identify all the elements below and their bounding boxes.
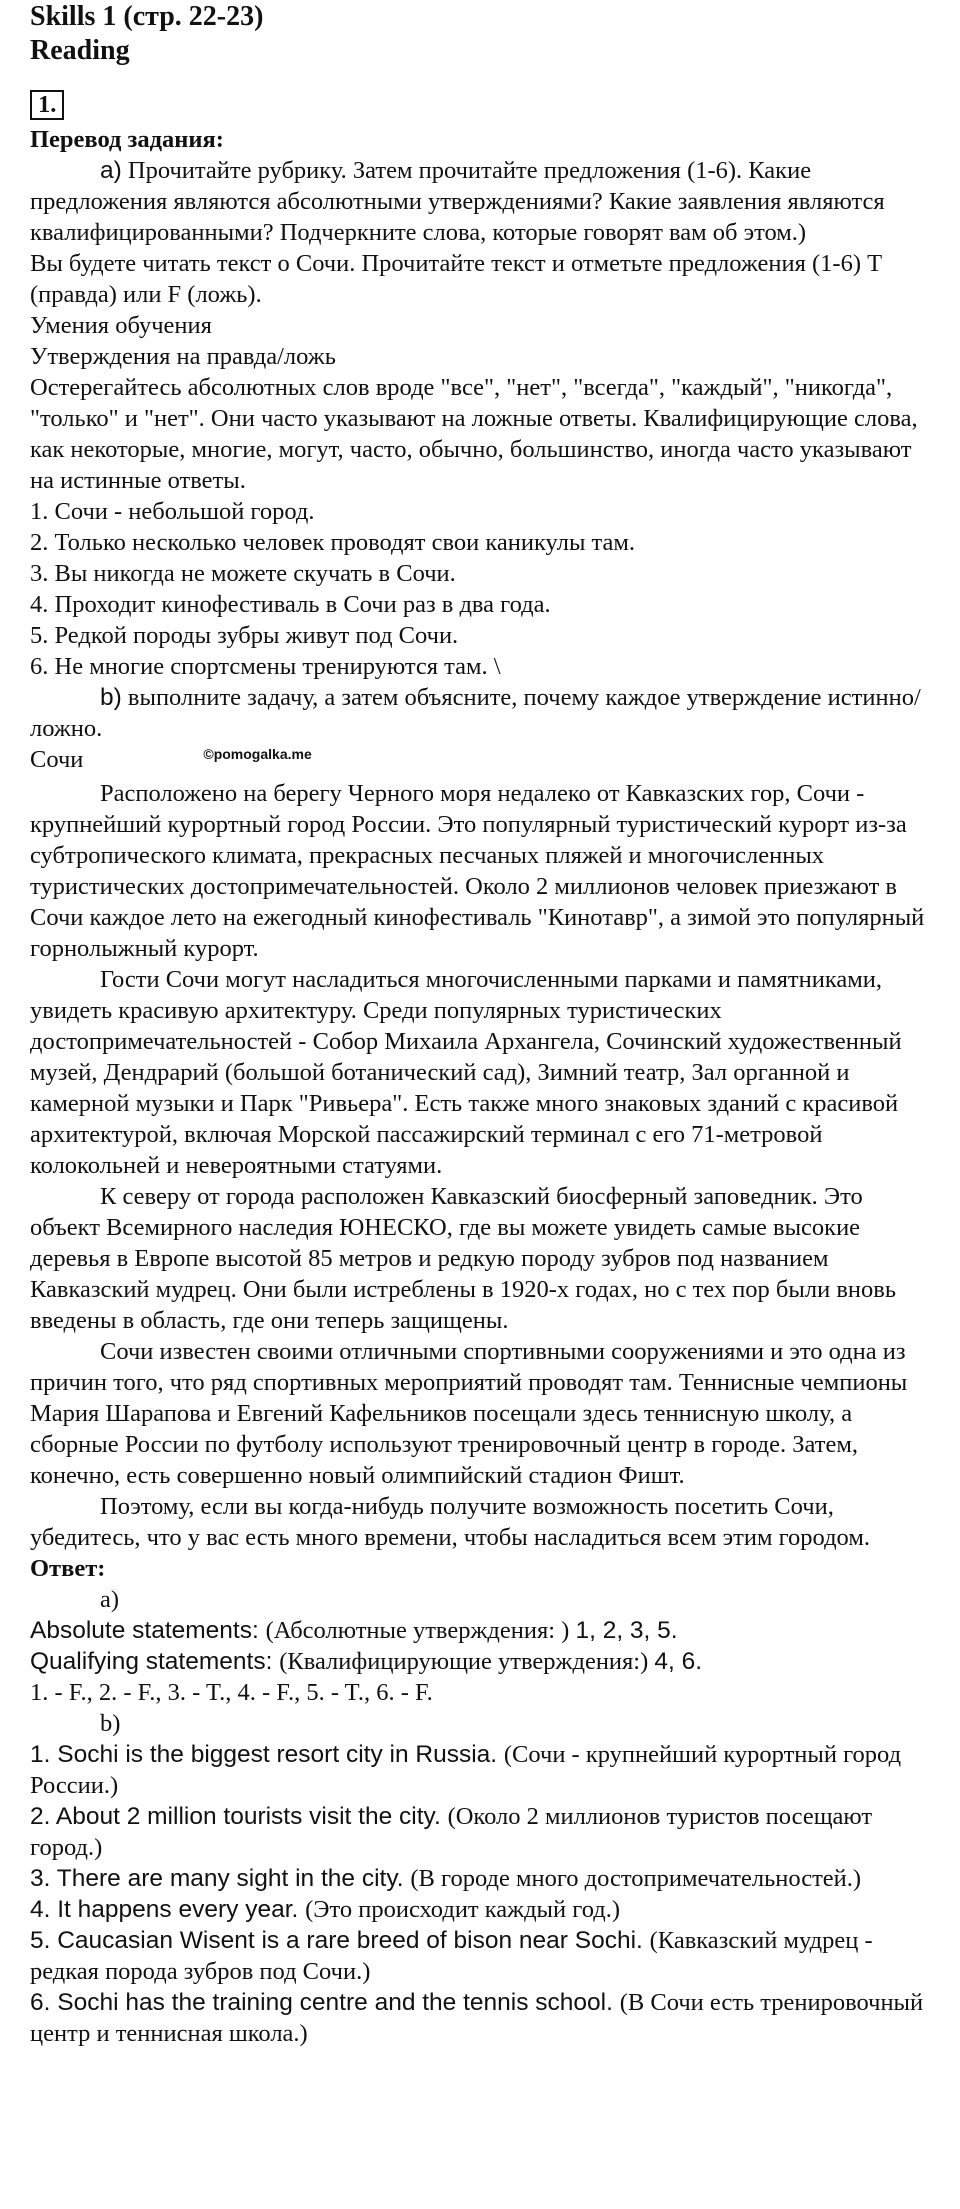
task-b-body: выполните задачу, а затем объясните, почему каждое утверждение истинно/ложно. (30, 684, 921, 742)
explanation-ru: (В Сочи есть тренировочный центр и теннисная школа.) (30, 1989, 924, 2047)
explanation-item (30, 1894, 930, 1925)
explanation-en: 5. Caucasian Wisent is a rare breed of bison near Sochi. (30, 1927, 650, 1954)
page-title: Skills 1 (стр. 22-23) (30, 1, 264, 32)
article-body (30, 778, 930, 1553)
task-intro: Вы будете читать текст о Сочи. Прочитайте текст и отметьте предложения (1-6) T (правда) или F (ложь). (30, 250, 882, 308)
section-title: Reading (30, 35, 130, 66)
answer-b-label: b) (100, 1710, 121, 1737)
explanation-en: 3. There are many sight in the city. (30, 1865, 411, 1892)
absolute-ru: (Абсолютные утверждения: ) (265, 1617, 576, 1644)
qualifying-en: Qualifying statements: (30, 1648, 280, 1675)
explanation-en: 2. About 2 million tourists visit the city. (30, 1803, 448, 1830)
task-b-prefix: b) (100, 684, 122, 711)
explanation-ru: (Около 2 миллионов туристов посещают город.) (30, 1803, 873, 1861)
explanation-en: 1. Sochi is the biggest resort city in Russia. (30, 1741, 504, 1768)
translation-label: Перевод задания: (30, 126, 224, 153)
qualifying-ru: (Квалифицирующие утверждения:) (279, 1648, 655, 1675)
qualifying-nums: 4, 6. (654, 1648, 703, 1675)
explanation-ru: (В городе много достопримечательностей.) (410, 1865, 862, 1892)
task-b-text (30, 682, 930, 744)
statement-item: 3. Вы никогда не можете скучать в Сочи. (30, 560, 456, 587)
task-a-body: Прочитайте рубрику. Затем прочитайте предложения (1-6). Какие предложения являются абсолютными утверждениями? Какие заявления являются квалифицированными? Подчеркните слова, которые говорят вам об этом.) (30, 157, 885, 246)
answer-a-label: а) (100, 1586, 120, 1613)
tf-answers: 1. - F., 2. - F., 3. - T., 4. - F., 5. - T., 6. - F. (30, 1679, 433, 1706)
statement-item: 6. Не многие спортсмены тренируются там. \ (30, 653, 501, 680)
tf-title: Утверждения на правда/ложь (30, 343, 336, 370)
answer-label: Ответ: (30, 1555, 106, 1582)
explanation-item (30, 1739, 930, 1801)
explanation-item (30, 1925, 930, 1987)
explanation-ru: (Кавказский мудрец - редкая порода зубров под Сочи.) (30, 1927, 873, 1985)
explanation-item (30, 1801, 930, 1863)
explanation-list (30, 1739, 930, 2049)
explanation-en: 6. Sochi has the training centre and the tennis school. (30, 1989, 620, 2016)
article-paragraph: Сочи известен своими отличными спортивными сооружениями и это одна из причин того, что ряд спортивных мероприятий проводят там. Теннисные чемпионы Мария Шарапова и Евгений Кафельников посещали здесь теннисную школу, а сборные России по футболу используют тренировочный центр в городе. Затем, конечно, есть совершенно новый олимпийский стадион Фишт. (30, 1338, 908, 1489)
watermark: ©pomogalka.me (203, 746, 312, 762)
article-paragraph: Поэтому, если вы когда-нибудь получите возможность посетить Сочи, убедитесь, что у вас есть много времени, чтобы насладиться всем этим городом. (30, 1493, 870, 1551)
explanation-item (30, 1863, 930, 1894)
qualifying-statements-line (30, 1646, 930, 1677)
article-paragraph: К северу от города расположен Кавказский биосферный заповедник. Это объект Всемирного наследия ЮНЕСКО, где вы можете увидеть самые высокие деревья в Европе высотой 85 метров и редкую породу зубров под названием Кавказский мудрец. Они были истреблены в 1920-х годах, но с тех пор были вновь введены в область, где они теперь защищены. (30, 1183, 896, 1334)
task-a-text (30, 155, 930, 248)
statement-item: 1. Сочи - небольшой город. (30, 498, 315, 525)
statement-item: 4. Проходит кинофестиваль в Сочи раз в два года. (30, 591, 551, 618)
task-a-prefix: а) (100, 157, 122, 184)
statement-item: 5. Редкой породы зубры живут под Сочи. (30, 622, 459, 649)
statement-list (30, 496, 930, 682)
absolute-nums: 1, 2, 3, 5. (575, 1617, 678, 1644)
explanation-ru: (Сочи - крупнейший курортный город России.) (30, 1741, 902, 1799)
tf-instructions: Остерегайтесь абсолютных слов вроде "все", "нет", "всегда", "каждый", "никогда", "только" и "нет". Они часто указывают на ложные ответы. Квалифицирующие слова, как некоторые, многие, могут, часто, обычно, большинство, иногда часто указывают на истинные ответы. (30, 374, 918, 494)
statement-item: 2. Только несколько человек проводят свои каникулы там. (30, 529, 636, 556)
explanation-item (30, 1987, 930, 2049)
absolute-statements-line (30, 1615, 930, 1646)
article-paragraph: Гости Сочи могут насладиться многочисленными парками и памятниками, увидеть красивую архитектуру. Среди популярных туристических достопримечательностей - Собор Михаила Архангела, Сочинский художественный музей, Дендрарий (большой ботанический сад), Зимний театр, Зал органной и камерной музыки и Парк "Ривьера". Есть также много знаковых зданий с красивой архитектурой, включая Морской пассажирский терминал с его 71-метровой колокольней и невероятными статуями. (30, 966, 902, 1179)
explanation-en: 4. It happens every year. (30, 1896, 306, 1923)
absolute-en: Absolute statements: (30, 1617, 266, 1644)
task-number: 1. (30, 90, 64, 120)
article-paragraph: Расположено на берегу Черного моря недалеко от Кавказских гор, Сочи - крупнейший курортный город России. Это популярный туристический курорт из-за субтропического климата, прекрасных песчаных пляжей и многочисленных туристических достопримечательностей. Около 2 миллионов человек приезжают в Сочи каждое лето на ежегодный кинофестиваль "Кинотавр", а зимой это популярный горнолыжный курорт. (30, 780, 925, 962)
study-skills-label: Умения обучения (30, 312, 212, 339)
article-title: Сочи (30, 746, 84, 773)
explanation-ru: (Это происходит каждый год.) (305, 1896, 620, 1923)
article-title-row (30, 744, 930, 778)
